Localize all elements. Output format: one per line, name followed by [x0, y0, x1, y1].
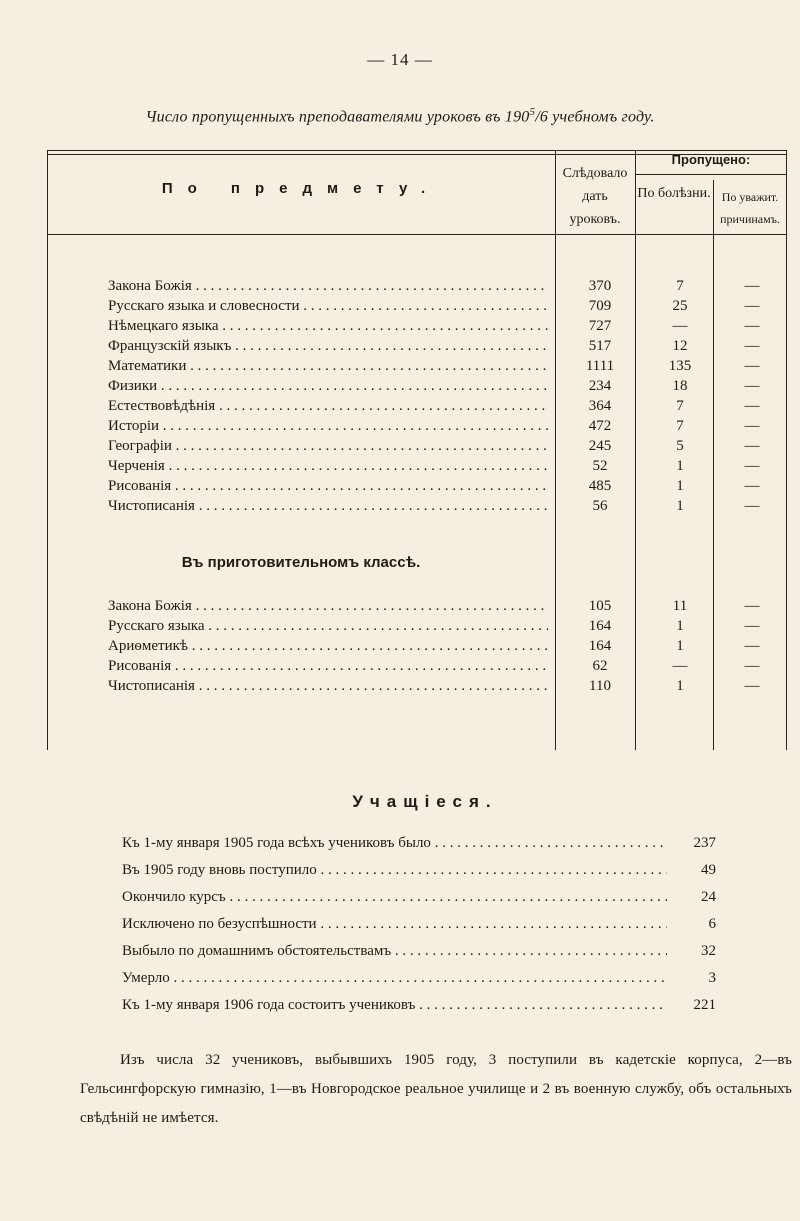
due-value: 164: [588, 638, 612, 654]
due-value: 105: [588, 598, 612, 614]
subject-name: Физики . . .: [108, 376, 548, 396]
due-value: 517: [588, 338, 612, 354]
table-row: [47, 676, 787, 696]
caption-frac: 5: [529, 106, 536, 118]
illness-value: 12: [672, 338, 688, 354]
subject-name: Закона Божія . . .: [108, 596, 548, 616]
students-title: Учащіеся.: [352, 792, 498, 811]
students-value: 24: [701, 889, 716, 905]
excused-value: —: [744, 278, 760, 294]
table-row: [47, 296, 787, 316]
illness-value: 7: [676, 398, 684, 414]
excused-value: —: [744, 658, 760, 674]
table-row: [47, 496, 787, 516]
excused-value: —: [744, 498, 760, 514]
subject-name: Русскаго языка и словесности . . .: [108, 296, 548, 316]
header-excused: По уважит. причинамъ.: [720, 190, 780, 226]
table-row: [47, 476, 787, 496]
table-row: [47, 656, 787, 676]
header-subject: По предмету.: [161, 180, 441, 197]
subject-name: Исторіи . . .: [108, 416, 548, 436]
students-value: 3: [708, 970, 716, 986]
students-row: [122, 967, 720, 989]
header-missed: Пропущено:: [671, 152, 751, 167]
excused-value: —: [744, 438, 760, 454]
students-value: 6: [708, 916, 716, 932]
students-label: Къ 1-му января 1905 года всѣхъ учениковъ было . . .: [122, 832, 667, 854]
illness-value: 7: [676, 278, 684, 294]
subject-name: Черченія . . .: [108, 456, 548, 476]
illness-value: 1: [676, 678, 684, 694]
students-label: Окончило курсъ . . .: [122, 886, 667, 908]
table-row: [47, 316, 787, 336]
excused-value: —: [744, 378, 760, 394]
illness-value: 11: [672, 598, 688, 614]
page-number: — 14 —: [367, 50, 433, 69]
subject-name: Нѣмецкаго языка . . .: [108, 316, 548, 336]
due-value: 245: [588, 438, 612, 454]
students-row: [122, 913, 720, 935]
table-row: [47, 436, 787, 456]
students-label: Исключено по безуспѣшности . . .: [122, 913, 667, 935]
students-value: 32: [701, 943, 716, 959]
excused-value: —: [744, 318, 760, 334]
excused-value: —: [744, 398, 760, 414]
students-row: [122, 886, 720, 908]
caption-text-end: /6 учебномъ году.: [535, 108, 655, 126]
students-value: 221: [693, 997, 716, 1013]
illness-value: 7: [676, 418, 684, 434]
excused-value: —: [744, 458, 760, 474]
students-row: [122, 832, 720, 854]
illness-value: 18: [672, 378, 688, 394]
missed-subheader-rule: [635, 174, 787, 175]
table-row: [47, 636, 787, 656]
illness-value: 135: [668, 358, 692, 374]
table-row: [47, 616, 787, 636]
due-value: 110: [589, 678, 611, 694]
students-label: Умерло . . .: [122, 967, 667, 989]
illness-value: 1: [676, 638, 684, 654]
excused-value: —: [744, 618, 760, 634]
prep-class-title: Въ приготовительномъ классѣ.: [181, 554, 421, 571]
due-value: 472: [588, 418, 612, 434]
excused-value: —: [744, 418, 760, 434]
excused-value: —: [744, 298, 760, 314]
illness-value: 1: [676, 478, 684, 494]
due-value: 727: [588, 318, 612, 334]
table-row: [47, 336, 787, 356]
due-value: 234: [588, 378, 612, 394]
table-caption: [0, 106, 800, 126]
subject-name: Чистописанія . . .: [108, 496, 548, 516]
header-bottom-rule: [47, 234, 787, 235]
due-value: 1111: [585, 358, 615, 374]
students-row: [122, 994, 720, 1016]
header-illness: По болѣзни.: [637, 186, 711, 201]
excused-value: —: [744, 478, 760, 494]
footnote-paragraph: Изъ числа 32 учениковъ, выбывшихъ 1905 году, 3 поступили въ кадетскіе корпуса, 2—въ Гельсингфорскую гимназію, 1—въ Новгородское реальное училище и 2 въ военную службу, объ остальныхъ свѣдѣній не имѣется.: [80, 1052, 792, 1126]
illness-value: —: [672, 318, 688, 334]
students-label: Выбыло по домашнимъ обстоятельствамъ . . .: [122, 940, 667, 962]
due-value: 364: [588, 398, 612, 414]
students-value: 237: [693, 835, 716, 851]
subject-name: Ариѳметикѣ . . .: [108, 636, 548, 656]
excused-value: —: [744, 638, 760, 654]
table-row: [47, 416, 787, 436]
table-row: [47, 276, 787, 296]
subject-name: Географіи . . .: [108, 436, 548, 456]
excused-value: —: [744, 358, 760, 374]
due-value: 370: [588, 278, 612, 294]
illness-value: —: [672, 658, 688, 674]
table-row: [47, 376, 787, 396]
illness-value: 5: [676, 438, 684, 454]
illness-value: 1: [676, 458, 684, 474]
due-value: 62: [592, 658, 608, 674]
due-value: 56: [592, 498, 608, 514]
subject-name: Рисованія . . .: [108, 476, 548, 496]
illness-value: 25: [672, 298, 688, 314]
table-row: [47, 596, 787, 616]
due-value: 709: [588, 298, 612, 314]
subject-name: Французскій языкъ . . .: [108, 336, 548, 356]
subject-name: Математики . . .: [108, 356, 548, 376]
table-row: [47, 456, 787, 476]
students-label: Въ 1905 году вновь поступило . . .: [122, 859, 667, 881]
subject-name: Русскаго языка . . .: [108, 616, 548, 636]
excused-value: —: [744, 678, 760, 694]
students-value: 49: [701, 862, 716, 878]
missed-lessons-table: [47, 150, 787, 750]
illness-value: 1: [676, 498, 684, 514]
subject-name: Рисованія . . .: [108, 656, 548, 676]
caption-text: Число пропущенныхъ преподавателями уроковъ въ 190: [145, 108, 530, 126]
due-value: 485: [588, 478, 612, 494]
excused-value: —: [744, 598, 760, 614]
subject-name: Закона Божія . . .: [108, 276, 548, 296]
table-row: [47, 356, 787, 376]
header-due: Слѣдовало дать уроковъ.: [562, 166, 628, 227]
students-label: Къ 1-му января 1906 года состоитъ учениковъ . . .: [122, 994, 667, 1016]
excused-value: —: [744, 338, 760, 354]
students-row: [122, 859, 720, 881]
subject-name: Естествовѣдѣнія . . .: [108, 396, 548, 416]
students-row: [122, 940, 720, 962]
due-value: 164: [588, 618, 612, 634]
table-row: [47, 396, 787, 416]
table-top-rule: [47, 150, 787, 151]
illness-value: 1: [676, 618, 684, 634]
due-value: 52: [592, 458, 608, 474]
subject-name: Чистописанія . . .: [108, 676, 548, 696]
